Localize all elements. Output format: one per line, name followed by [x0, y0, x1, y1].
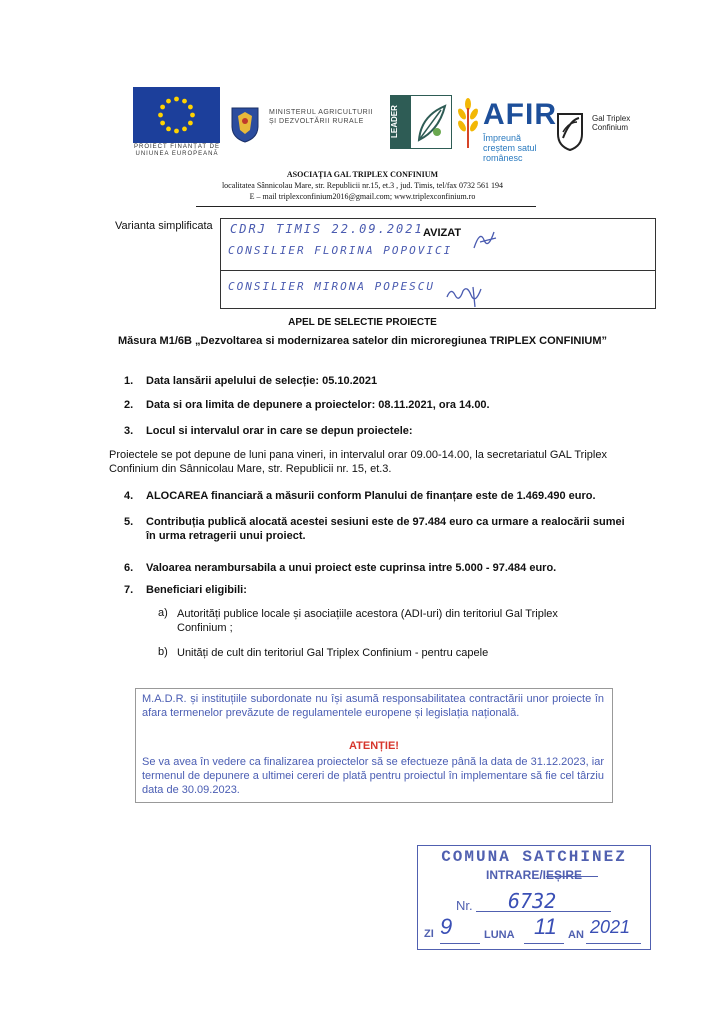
signature-scribble-icon — [445, 283, 485, 309]
approval-stamp-divider — [221, 270, 655, 271]
registry-year-label: AN — [568, 929, 584, 941]
registry-month-value: 11 — [534, 914, 557, 939]
registry-line — [586, 943, 641, 944]
document-title: APEL DE SELECTIE PROIECTE — [288, 317, 437, 328]
item-number: 6. — [124, 562, 134, 574]
notice-border — [135, 688, 613, 689]
registry-nr-label: Nr. — [456, 898, 473, 913]
registry-line — [524, 943, 564, 944]
registry-day-value: 9 — [440, 914, 453, 939]
registry-strikethrough — [546, 876, 598, 877]
gal-logo-text: Gal Triplex Confinium — [592, 114, 631, 132]
wheat-icon — [456, 96, 480, 152]
item-number: 5. — [124, 516, 134, 528]
beneficiary-text: Unități de cult din teritoriul Gal Triplex Confinium - pentru capele — [177, 647, 489, 659]
item-number: 2. — [124, 399, 134, 411]
item-number: 4. — [124, 490, 134, 502]
registry-nr-value: 6732 — [508, 889, 557, 913]
afir-logo-text: AFIR — [483, 98, 557, 131]
registry-year-value: 2021 — [590, 917, 631, 937]
signature-scribble-icon — [470, 228, 500, 252]
leader-logo-art — [410, 95, 452, 149]
item-number: 1. — [124, 375, 134, 387]
eu-stars-icon — [133, 87, 220, 143]
attention-heading: ATENȚIE! — [349, 740, 399, 752]
afir-tagline: Împreună creștem satul românesc — [483, 133, 537, 163]
beneficiary-label: b) — [158, 646, 168, 658]
item-text: Data si ora limita de depunere a proiectelor: 08.11.2021, ora 14.00. — [146, 399, 490, 411]
registry-day-label: ZI — [424, 928, 434, 940]
handwritten-cdrj-date: CDRJ TIMIS 22.09.2021 — [230, 222, 424, 236]
gal-emblem-icon — [555, 108, 585, 152]
varianta-label: Varianta simplificata — [115, 220, 213, 232]
item-text: Locul si intervalul orar in care se depun proiectele: — [146, 425, 413, 437]
item-text: Contribuția publică alocată acestei sesiuni este de 97.484 euro ca urmare a realocării sumei în urma retragerii unui proiect. — [146, 516, 625, 542]
gal-logo — [555, 108, 585, 152]
leaf-icon — [411, 96, 453, 150]
signature-2 — [445, 283, 485, 309]
notice-border — [135, 802, 613, 803]
item-number: 7. — [124, 584, 134, 596]
afir-wheat-logo — [456, 96, 480, 152]
eu-caption: PROIECT FINANȚAT DE UNIUNEA EUROPEANĂ — [133, 144, 220, 157]
leader-logo-label: LEADER — [390, 95, 410, 149]
association-title: ASOCIAȚIA GAL TRIPLEX CONFINIUM — [286, 170, 439, 179]
eu-flag-logo — [133, 87, 220, 143]
item-text: Data lansării apelului de selecție: 05.10.2021 — [146, 375, 378, 387]
crest-icon — [228, 104, 262, 144]
notice-paragraph: Se va avea în vedere ca finalizarea proiectelor să se efectueze până la data de 31.12.2023, iar termenul de depunere a ultimei cereri de plată pentru proiectul în implementare să fie cel târziu data de 30.09.2023. — [142, 756, 604, 796]
notice-paragraph: M.A.D.R. și instituțiile subordonate nu își asumă responsabilitatea contractării unor proiecte în afara termenelor prevăzute de regulamentele europene și legislația națională. — [142, 693, 604, 719]
association-email: E – mail triplexconfinium2016@gmail.com; www.triplexconfinium.ro — [249, 192, 476, 201]
registry-month-label: LUNA — [484, 929, 515, 941]
measure-title: Măsura M1/6B „Dezvoltarea si modernizarea satelor din microregiunea TRIPLEX CONFINIUM” — [117, 335, 608, 347]
beneficiary-label: a) — [158, 607, 168, 619]
signature-1 — [470, 228, 500, 252]
item-number: 3. — [124, 425, 134, 437]
romania-crest-logo — [228, 104, 262, 144]
header-divider — [196, 206, 536, 207]
ministry-name: MINISTERUL AGRICULTURII ȘI DEZVOLTĂRII RURALE — [269, 109, 374, 125]
item-text: Beneficiari eligibili: — [146, 584, 247, 596]
item-text: Valoarea nerambursabila a unui proiect este cuprinsa intre 5.000 - 97.484 euro. — [146, 562, 557, 574]
registry-line — [440, 943, 480, 944]
registry-stamp-title: COMUNA SATCHINEZ — [441, 848, 627, 866]
association-address: localitatea Sânnicolau Mare, str. Republicii nr.15, et.3 , jud. Timis, tel/fax 0732 561 194 — [221, 181, 504, 190]
item3-paragraph: Proiectele se pot depune de luni pana vineri, in intervalul orar 09.00-14.00, la secretariatul GAL Triplex Confinium din Sânnicolau Mare, str. Republicii nr. 15, et.3. — [109, 449, 607, 475]
beneficiary-text: Autorități publice locale și asociațiile acestora (ADI-uri) din teritoriul Gal Triplex Confinium ; — [177, 608, 558, 634]
item-text: ALOCAREA financiară a măsurii conform Planului de finanțare este de 1.469.490 euro. — [146, 490, 596, 502]
handwritten-consilier-2: CONSILIER MIRONA POPESCU — [228, 280, 435, 293]
avizat-label: AVIZAT — [423, 227, 462, 239]
registry-stamp-subtitle: INTRARE/IEȘIRE — [485, 868, 582, 882]
handwritten-consilier-1: CONSILIER FLORINA POPOVICI — [228, 244, 453, 257]
